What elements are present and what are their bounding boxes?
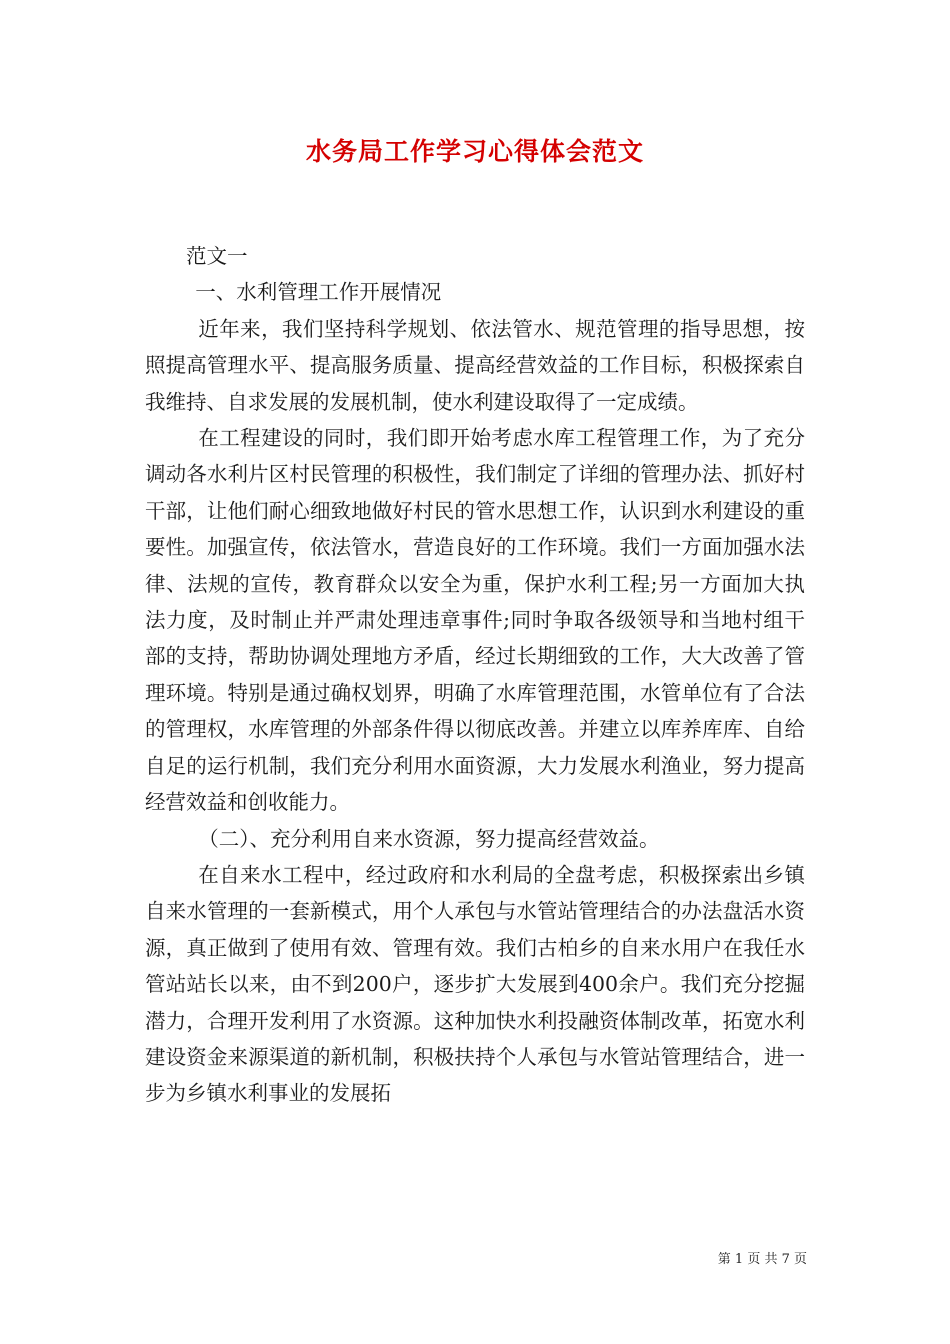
paragraph-2: 在工程建设的同时，我们即开始考虑水库工程管理工作，为了充分调动各水利片区村民管理的积极性，我们制定了详细的管理办法、抓好村干部，让他们耐心细致地做好村民的管水思想工作，认识到水利建设的重要性。加强宣传，依法管水，营造良好的工作环境。我们一方面加强水法律、法规的宣传，教育群众以安全为重，保护水利工程;另一方面加大执法力度，及时制止并严肃处理违章事件;同时争取各级领导和当地村组干部的支持，帮助协调处理地方矛盾，经过长期细致的工作，大大改善了管理环境。特别是通过确权划界，明确了水库管理范围，水管单位有了合法的管理权，水库管理的外部条件得以彻底改善。并建立以库养库库、自给自足的运行机制，我们充分利用水面资源，大力发展水利渔业，努力提高经营效益和创收能力。 [145, 426, 805, 815]
document-title: 水务局工作学习心得体会范文 [305, 137, 644, 166]
page-footer: 第 1 页 共 7 页 [717, 1252, 807, 1267]
sample-label: 范文一 [186, 244, 248, 268]
section-heading: 一、水利管理工作开展情况 [195, 280, 442, 305]
paragraph-1: 近年来，我们坚持科学规划、依法管水、规范管理的指导思想，按照提高管理水平、提高服务质量、提高经营效益的工作目标，积极探索自我维持、自求发展的发展机制，使水利建设取得了一定成绩。 [145, 316, 805, 414]
document-body [145, 238, 805, 1112]
subheading: （二）、充分利用自来水资源，努力提高经营效益。 [198, 826, 660, 851]
paragraph-3: 在自来水工程中，经过政府和水利局的全盘考虑，积极探索出乡镇自来水管理的一套新模式，用个人承包与水管站管理结合的办法盘活水资源，真正做到了使用有效、管理有效。我们古柏乡的自来水用户在我任水管站站长以来，由不到200户，逐步扩大发展到400余户。我们充分挖掘潜力，合理开发利用了水资源。这种加快水利投融资体制改革，拓宽水利建设资金来源渠道的新机制，积极扶持个人承包与水管站管理结合，进一步为乡镇水利事业的发展拓 [145, 862, 805, 1106]
